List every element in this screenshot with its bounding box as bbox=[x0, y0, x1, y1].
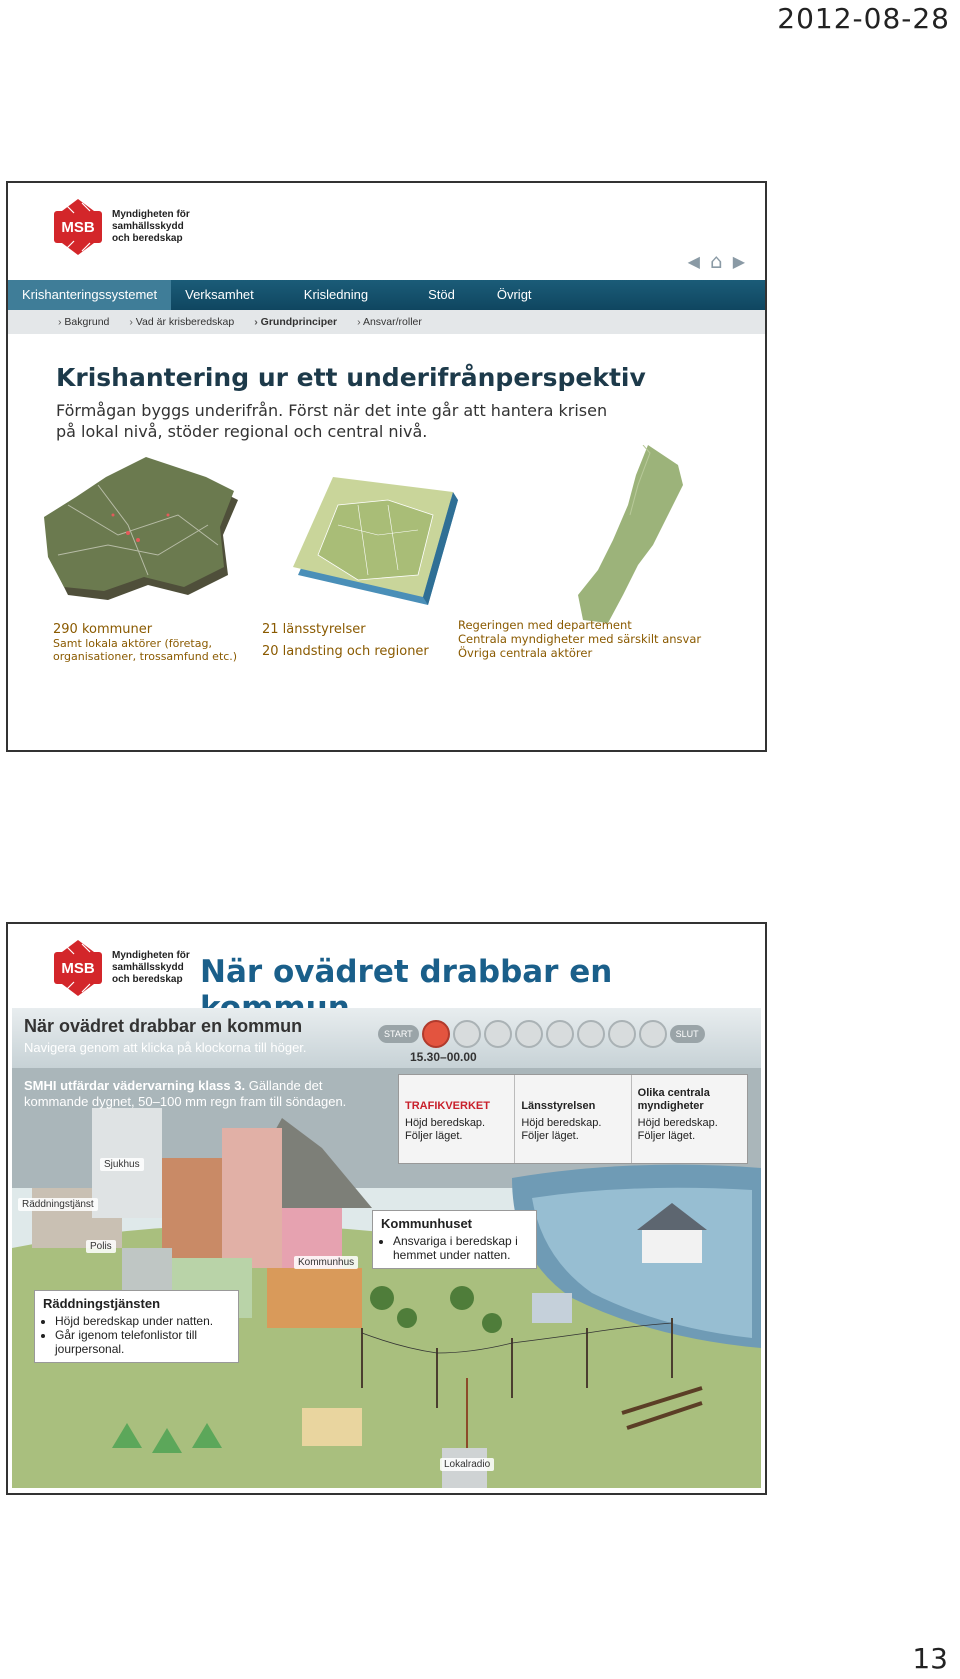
caption-central bbox=[458, 618, 738, 660]
clock-icon[interactable] bbox=[422, 1020, 450, 1048]
menu-item-ovrigt[interactable]: Övrigt bbox=[496, 287, 532, 302]
start-button[interactable]: START bbox=[378, 1025, 419, 1043]
menu-item-stod[interactable]: Stöd bbox=[428, 287, 455, 302]
slide-1 bbox=[6, 181, 767, 752]
msb-logo-mark bbox=[48, 938, 108, 998]
agency-name: TRAFIKVERKET bbox=[405, 1100, 490, 1112]
next-arrow-icon[interactable]: ▶ bbox=[732, 251, 745, 271]
caption-central-line: Regeringen med departement bbox=[458, 618, 632, 632]
submenu-item-vad-ar-krisberedskap[interactable]: › Vad är krisberedskap bbox=[129, 316, 234, 328]
agency-centrala-myndigheter bbox=[632, 1075, 747, 1163]
infobox-title: Räddningstjänsten bbox=[43, 1296, 161, 1311]
sub-menu bbox=[8, 310, 765, 334]
svg-text:MSB: MSB bbox=[61, 219, 95, 236]
infobox-item: • Höjd beredskap under natten. bbox=[55, 1314, 230, 1328]
building-label-lokalradio: Lokalradio bbox=[440, 1458, 494, 1471]
clock-icon[interactable] bbox=[515, 1020, 543, 1048]
org-line: samhällsskydd bbox=[112, 962, 184, 973]
infobox-title: Kommunhuset bbox=[381, 1216, 472, 1231]
org-line: Myndigheten för bbox=[112, 209, 190, 220]
building-label-raddningstjanst: Räddningstjänst bbox=[18, 1198, 98, 1211]
municipality-map bbox=[44, 457, 238, 600]
caption-central-line: Övriga centrala aktörer bbox=[458, 646, 593, 660]
menu-item-krishanteringssystemet[interactable]: Krishanteringssystemet bbox=[8, 280, 171, 310]
caption-regional-line: 21 länsstyrelser bbox=[262, 622, 366, 637]
agencies-panel bbox=[398, 1074, 748, 1164]
agency-status: Höjd beredskap. Följer läget. bbox=[637, 1117, 718, 1142]
previous-arrow-icon[interactable]: ◀ bbox=[687, 251, 700, 271]
svg-text:MSB: MSB bbox=[61, 960, 95, 977]
msb-logo bbox=[48, 938, 190, 998]
menu-item-verksamhet[interactable]: Verksamhet bbox=[185, 287, 254, 302]
caption-local-main: 290 kommuner bbox=[53, 622, 153, 637]
msb-logo bbox=[48, 197, 190, 257]
org-name bbox=[112, 209, 190, 245]
submenu-item-ansvar-roller[interactable]: › Ansvar/roller bbox=[357, 316, 422, 328]
raddningstjansten-infobox bbox=[34, 1290, 239, 1363]
menu-item-krisledning[interactable]: Krisledning bbox=[303, 287, 369, 302]
end-button[interactable]: SLUT bbox=[670, 1025, 705, 1043]
caption-local-detail: Samt lokala aktörer (företag, organisationer, trossamfund etc.) bbox=[53, 637, 238, 663]
building-label-polis: Polis bbox=[86, 1240, 116, 1253]
storm-scenario-illustration bbox=[12, 1008, 761, 1488]
building-label-kommunhus: Kommunhus bbox=[294, 1256, 358, 1269]
agency-lansstyrelsen bbox=[515, 1075, 631, 1163]
submenu-item-grundprinciper[interactable]: › Grundprinciper bbox=[254, 316, 337, 328]
slide-title: Krishantering ur ett underifrånperspektiv bbox=[56, 363, 646, 392]
sweden-map bbox=[578, 445, 683, 623]
caption-regional bbox=[262, 623, 442, 659]
slide-2 bbox=[6, 922, 767, 1495]
org-line: Myndigheten för bbox=[112, 950, 190, 961]
caption-local bbox=[53, 623, 243, 663]
scene-title: När ovädret drabbar en kommun bbox=[24, 1016, 303, 1036]
clock-icon[interactable] bbox=[484, 1020, 512, 1048]
clock-icon[interactable] bbox=[546, 1020, 574, 1048]
agency-name: Olika centrala myndigheter bbox=[637, 1087, 710, 1112]
clock-icon[interactable] bbox=[608, 1020, 636, 1048]
page-date: 2012-08-28 bbox=[777, 2, 950, 35]
page-number: 13 bbox=[912, 1642, 948, 1675]
msb-logo-mark bbox=[48, 197, 108, 257]
clock-icon[interactable] bbox=[577, 1020, 605, 1048]
county-map bbox=[293, 477, 458, 605]
org-line: och beredskap bbox=[112, 233, 183, 244]
caption-central-line: Centrala myndigheter med särskilt ansvar bbox=[458, 632, 702, 646]
slide-nav bbox=[688, 249, 745, 273]
home-icon[interactable]: ⌂ bbox=[709, 249, 723, 273]
weather-warning bbox=[24, 1078, 384, 1110]
org-line: samhällsskydd bbox=[112, 221, 184, 232]
infobox-item: • Ansvariga i beredskap i hemmet under natten. bbox=[393, 1234, 528, 1262]
clock-icon[interactable] bbox=[639, 1020, 667, 1048]
main-menu bbox=[8, 280, 765, 310]
org-line: och beredskap bbox=[112, 974, 183, 985]
submenu-item-bakgrund[interactable]: › Bakgrund bbox=[58, 316, 109, 328]
slide-title: När ovädret drabbar en bbox=[200, 954, 613, 990]
agency-trafikverket bbox=[399, 1075, 515, 1163]
slide-subtitle: Förmågan byggs underifrån. Först när det inte går att hantera krisen på lokal nivå, stöder regional och central nivå. bbox=[56, 401, 608, 441]
agency-status: Höjd beredskap. Följer läget. bbox=[405, 1117, 486, 1142]
time-readout: 15.30–00.00 bbox=[410, 1050, 477, 1064]
kommunhuset-infobox bbox=[372, 1210, 537, 1269]
building-label-sjukhus: Sjukhus bbox=[100, 1158, 144, 1171]
caption-regional-line: 20 landsting och regioner bbox=[262, 644, 429, 659]
timeline-clocks bbox=[378, 1020, 705, 1048]
agency-name: Länsstyrelsen bbox=[521, 1100, 596, 1112]
org-name bbox=[112, 950, 190, 986]
agency-status: Höjd beredskap. Följer läget. bbox=[521, 1117, 602, 1142]
level-maps bbox=[38, 445, 738, 625]
infobox-item: • Går igenom telefonlistor till jourpersonal. bbox=[55, 1328, 230, 1356]
warning-text: Gällande det kommande dygnet, 50–100 mm regn fram till söndagen. bbox=[24, 1078, 347, 1109]
scene-nav-hint: Navigera genom att klicka på klockorna till höger. bbox=[24, 1040, 307, 1055]
warning-headline: SMHI utfärdar vädervarning klass 3. bbox=[24, 1078, 246, 1093]
clock-icon[interactable] bbox=[453, 1020, 481, 1048]
